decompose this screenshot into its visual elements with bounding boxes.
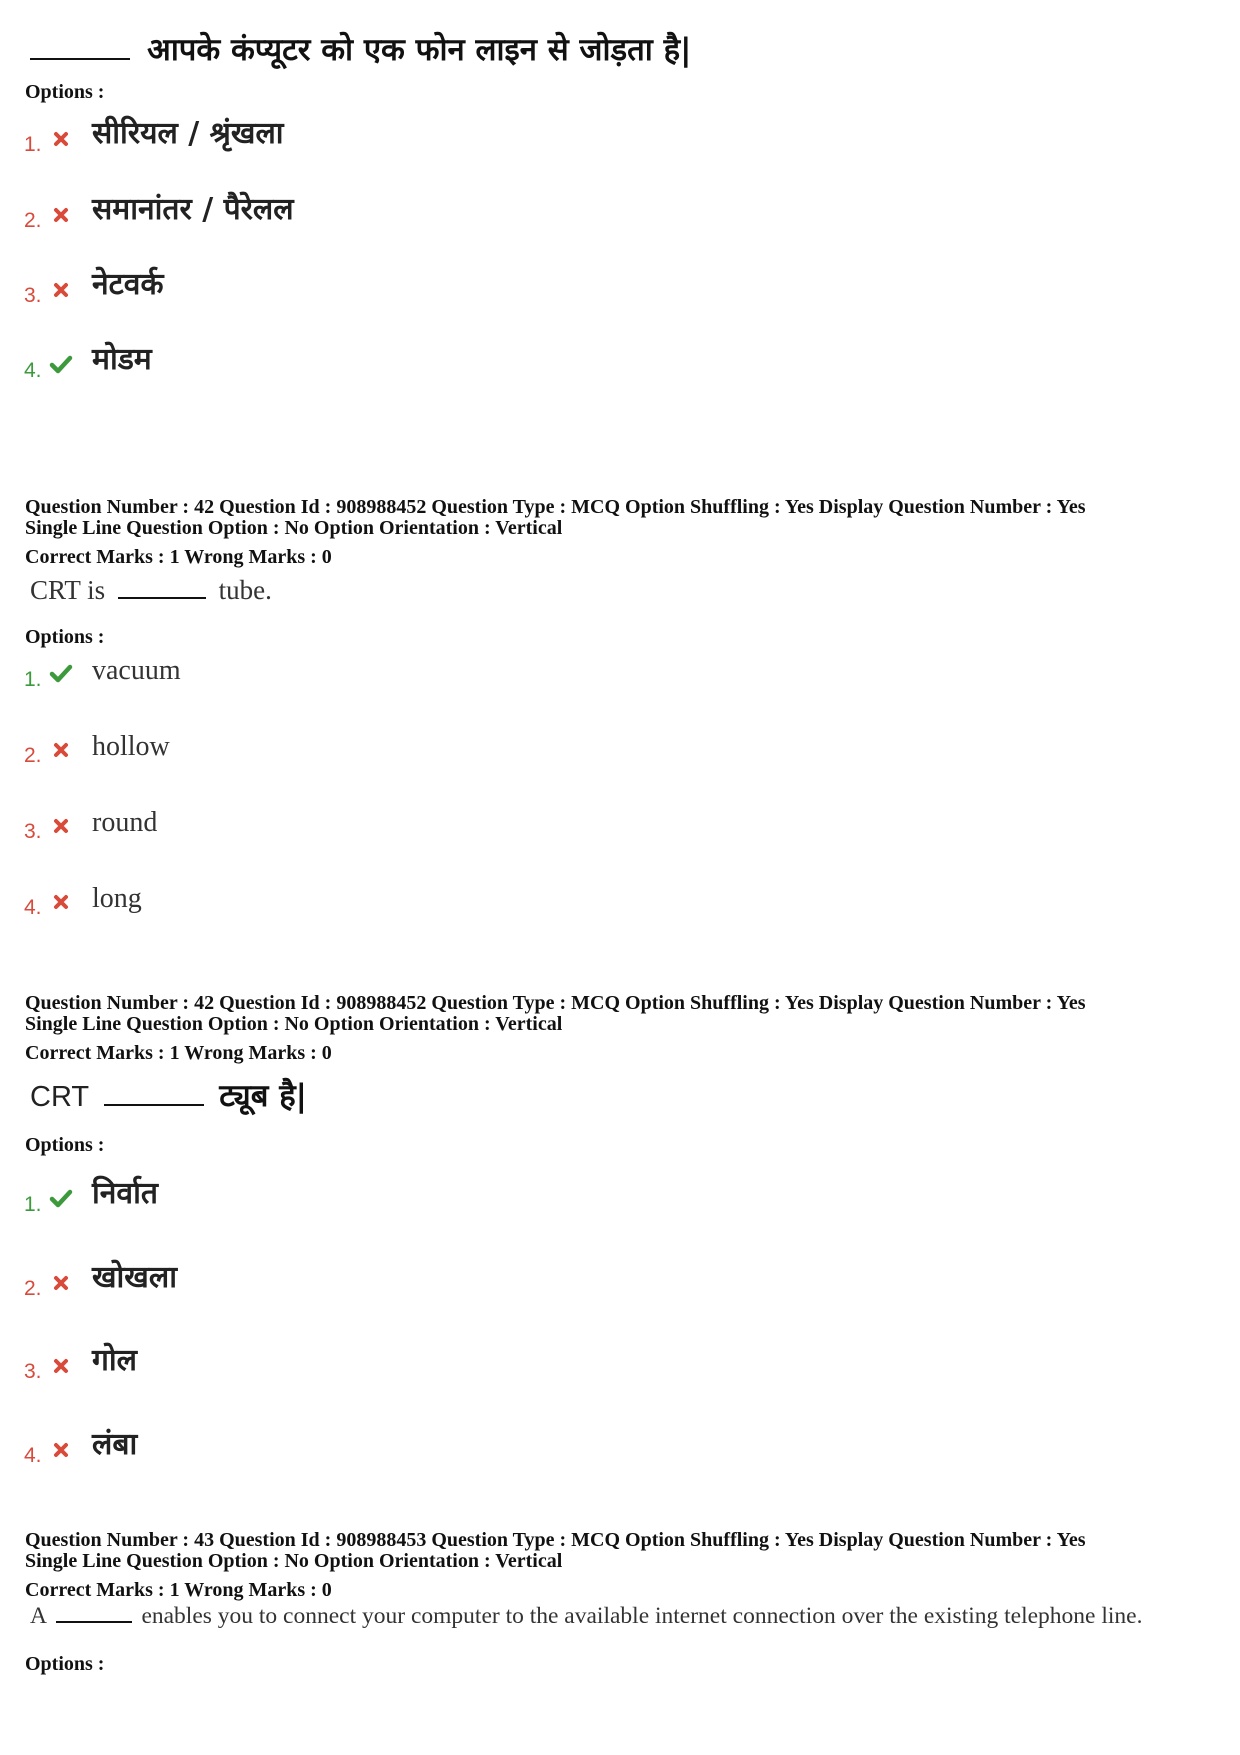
option-item bbox=[24, 1260, 177, 1300]
option-number: 1. bbox=[24, 133, 42, 156]
option-text: निर्वात bbox=[92, 1176, 158, 1211]
option-number: 1. bbox=[24, 1193, 42, 1216]
question-meta-line: Question Number : 43 Question Id : 908988453 Question Type : MCQ Option Shuffling : Yes Display Question Number : Yes bbox=[25, 1529, 1086, 1551]
option-item bbox=[24, 267, 164, 307]
option-number: 1. bbox=[24, 668, 42, 691]
question-marks: Correct Marks : 1 Wrong Marks : 0 bbox=[25, 546, 332, 568]
option-item bbox=[24, 803, 158, 843]
answer-blank bbox=[30, 58, 130, 60]
options-label: Options : bbox=[25, 1653, 105, 1675]
cross-icon bbox=[48, 737, 74, 763]
options-label: Options : bbox=[25, 1134, 105, 1156]
option-text: खोखला bbox=[92, 1260, 177, 1295]
question-text bbox=[30, 1603, 1142, 1630]
option-item bbox=[24, 116, 284, 156]
question-meta bbox=[25, 993, 1085, 1035]
option-item bbox=[24, 651, 181, 691]
option-text: लंबा bbox=[92, 1427, 138, 1462]
question-meta-line: Single Line Question Option : No Option Orientation : Vertical bbox=[25, 1550, 563, 1572]
option-number: 4. bbox=[24, 896, 42, 919]
option-number: 3. bbox=[24, 1360, 42, 1383]
question-text-before: CRT bbox=[30, 1081, 90, 1113]
option-item bbox=[24, 342, 152, 382]
option-text: hollow bbox=[92, 731, 170, 762]
check-icon bbox=[48, 352, 74, 378]
option-number: 2. bbox=[24, 209, 42, 232]
option-text: गोल bbox=[92, 1343, 137, 1378]
question-marks: Correct Marks : 1 Wrong Marks : 0 bbox=[25, 1579, 332, 1601]
cross-icon bbox=[48, 126, 74, 152]
option-text: नेटवर्क bbox=[92, 267, 164, 302]
cross-icon bbox=[48, 1437, 74, 1463]
question-text-after: enables you to connect your computer to the available internet connection over the existing telephone line. bbox=[141, 1603, 1143, 1629]
option-text: round bbox=[92, 807, 158, 838]
question-text bbox=[30, 575, 272, 606]
question-text bbox=[30, 28, 691, 70]
option-number: 3. bbox=[24, 284, 42, 307]
option-text: long bbox=[92, 883, 142, 914]
option-text: मोडम bbox=[92, 342, 152, 377]
question-meta-line: Question Number : 42 Question Id : 908988452 Question Type : MCQ Option Shuffling : Yes Display Question Number : Yes bbox=[25, 496, 1086, 518]
option-item bbox=[24, 879, 142, 919]
option-item bbox=[24, 192, 294, 232]
question-text-main: आपके कंप्यूटर को एक फोन लाइन से जोड़ता है| bbox=[147, 32, 692, 68]
check-icon bbox=[48, 661, 74, 687]
option-number: 4. bbox=[24, 1444, 42, 1467]
option-text: समानांतर / पैरेलल bbox=[92, 192, 294, 227]
question-meta-line: Single Line Question Option : No Option Orientation : Vertical bbox=[25, 517, 563, 539]
option-item bbox=[24, 727, 170, 767]
option-item bbox=[24, 1343, 137, 1383]
option-text: सीरियल / श्रृंखला bbox=[92, 116, 284, 151]
question-meta-line: Single Line Question Option : No Option Orientation : Vertical bbox=[25, 1013, 563, 1035]
cross-icon bbox=[48, 1353, 74, 1379]
option-number: 4. bbox=[24, 359, 42, 382]
question-marks: Correct Marks : 1 Wrong Marks : 0 bbox=[25, 1042, 332, 1064]
cross-icon bbox=[48, 813, 74, 839]
answer-blank bbox=[56, 1621, 132, 1623]
question-meta bbox=[25, 1530, 1085, 1572]
option-number: 3. bbox=[24, 820, 42, 843]
answer-blank bbox=[118, 597, 206, 599]
answer-blank bbox=[104, 1104, 204, 1106]
cross-icon bbox=[48, 202, 74, 228]
question-meta-line: Question Number : 42 Question Id : 908988452 Question Type : MCQ Option Shuffling : Yes Display Question Number : Yes bbox=[25, 992, 1086, 1014]
cross-icon bbox=[48, 1270, 74, 1296]
question-text-before: CRT is bbox=[30, 575, 106, 605]
cross-icon bbox=[48, 277, 74, 303]
option-number: 2. bbox=[24, 1277, 42, 1300]
question-meta bbox=[25, 497, 1085, 539]
options-label: Options : bbox=[25, 626, 105, 648]
question-text-after: ट्यूब है| bbox=[219, 1078, 308, 1114]
option-item bbox=[24, 1427, 138, 1467]
options-label: Options : bbox=[25, 81, 105, 103]
question-text bbox=[30, 1074, 307, 1116]
check-icon bbox=[48, 1186, 74, 1212]
question-text-after: tube. bbox=[218, 575, 272, 605]
option-number: 2. bbox=[24, 744, 42, 767]
cross-icon bbox=[48, 889, 74, 915]
option-item bbox=[24, 1176, 158, 1216]
question-text-before: A bbox=[30, 1603, 46, 1629]
option-text: vacuum bbox=[92, 655, 181, 686]
